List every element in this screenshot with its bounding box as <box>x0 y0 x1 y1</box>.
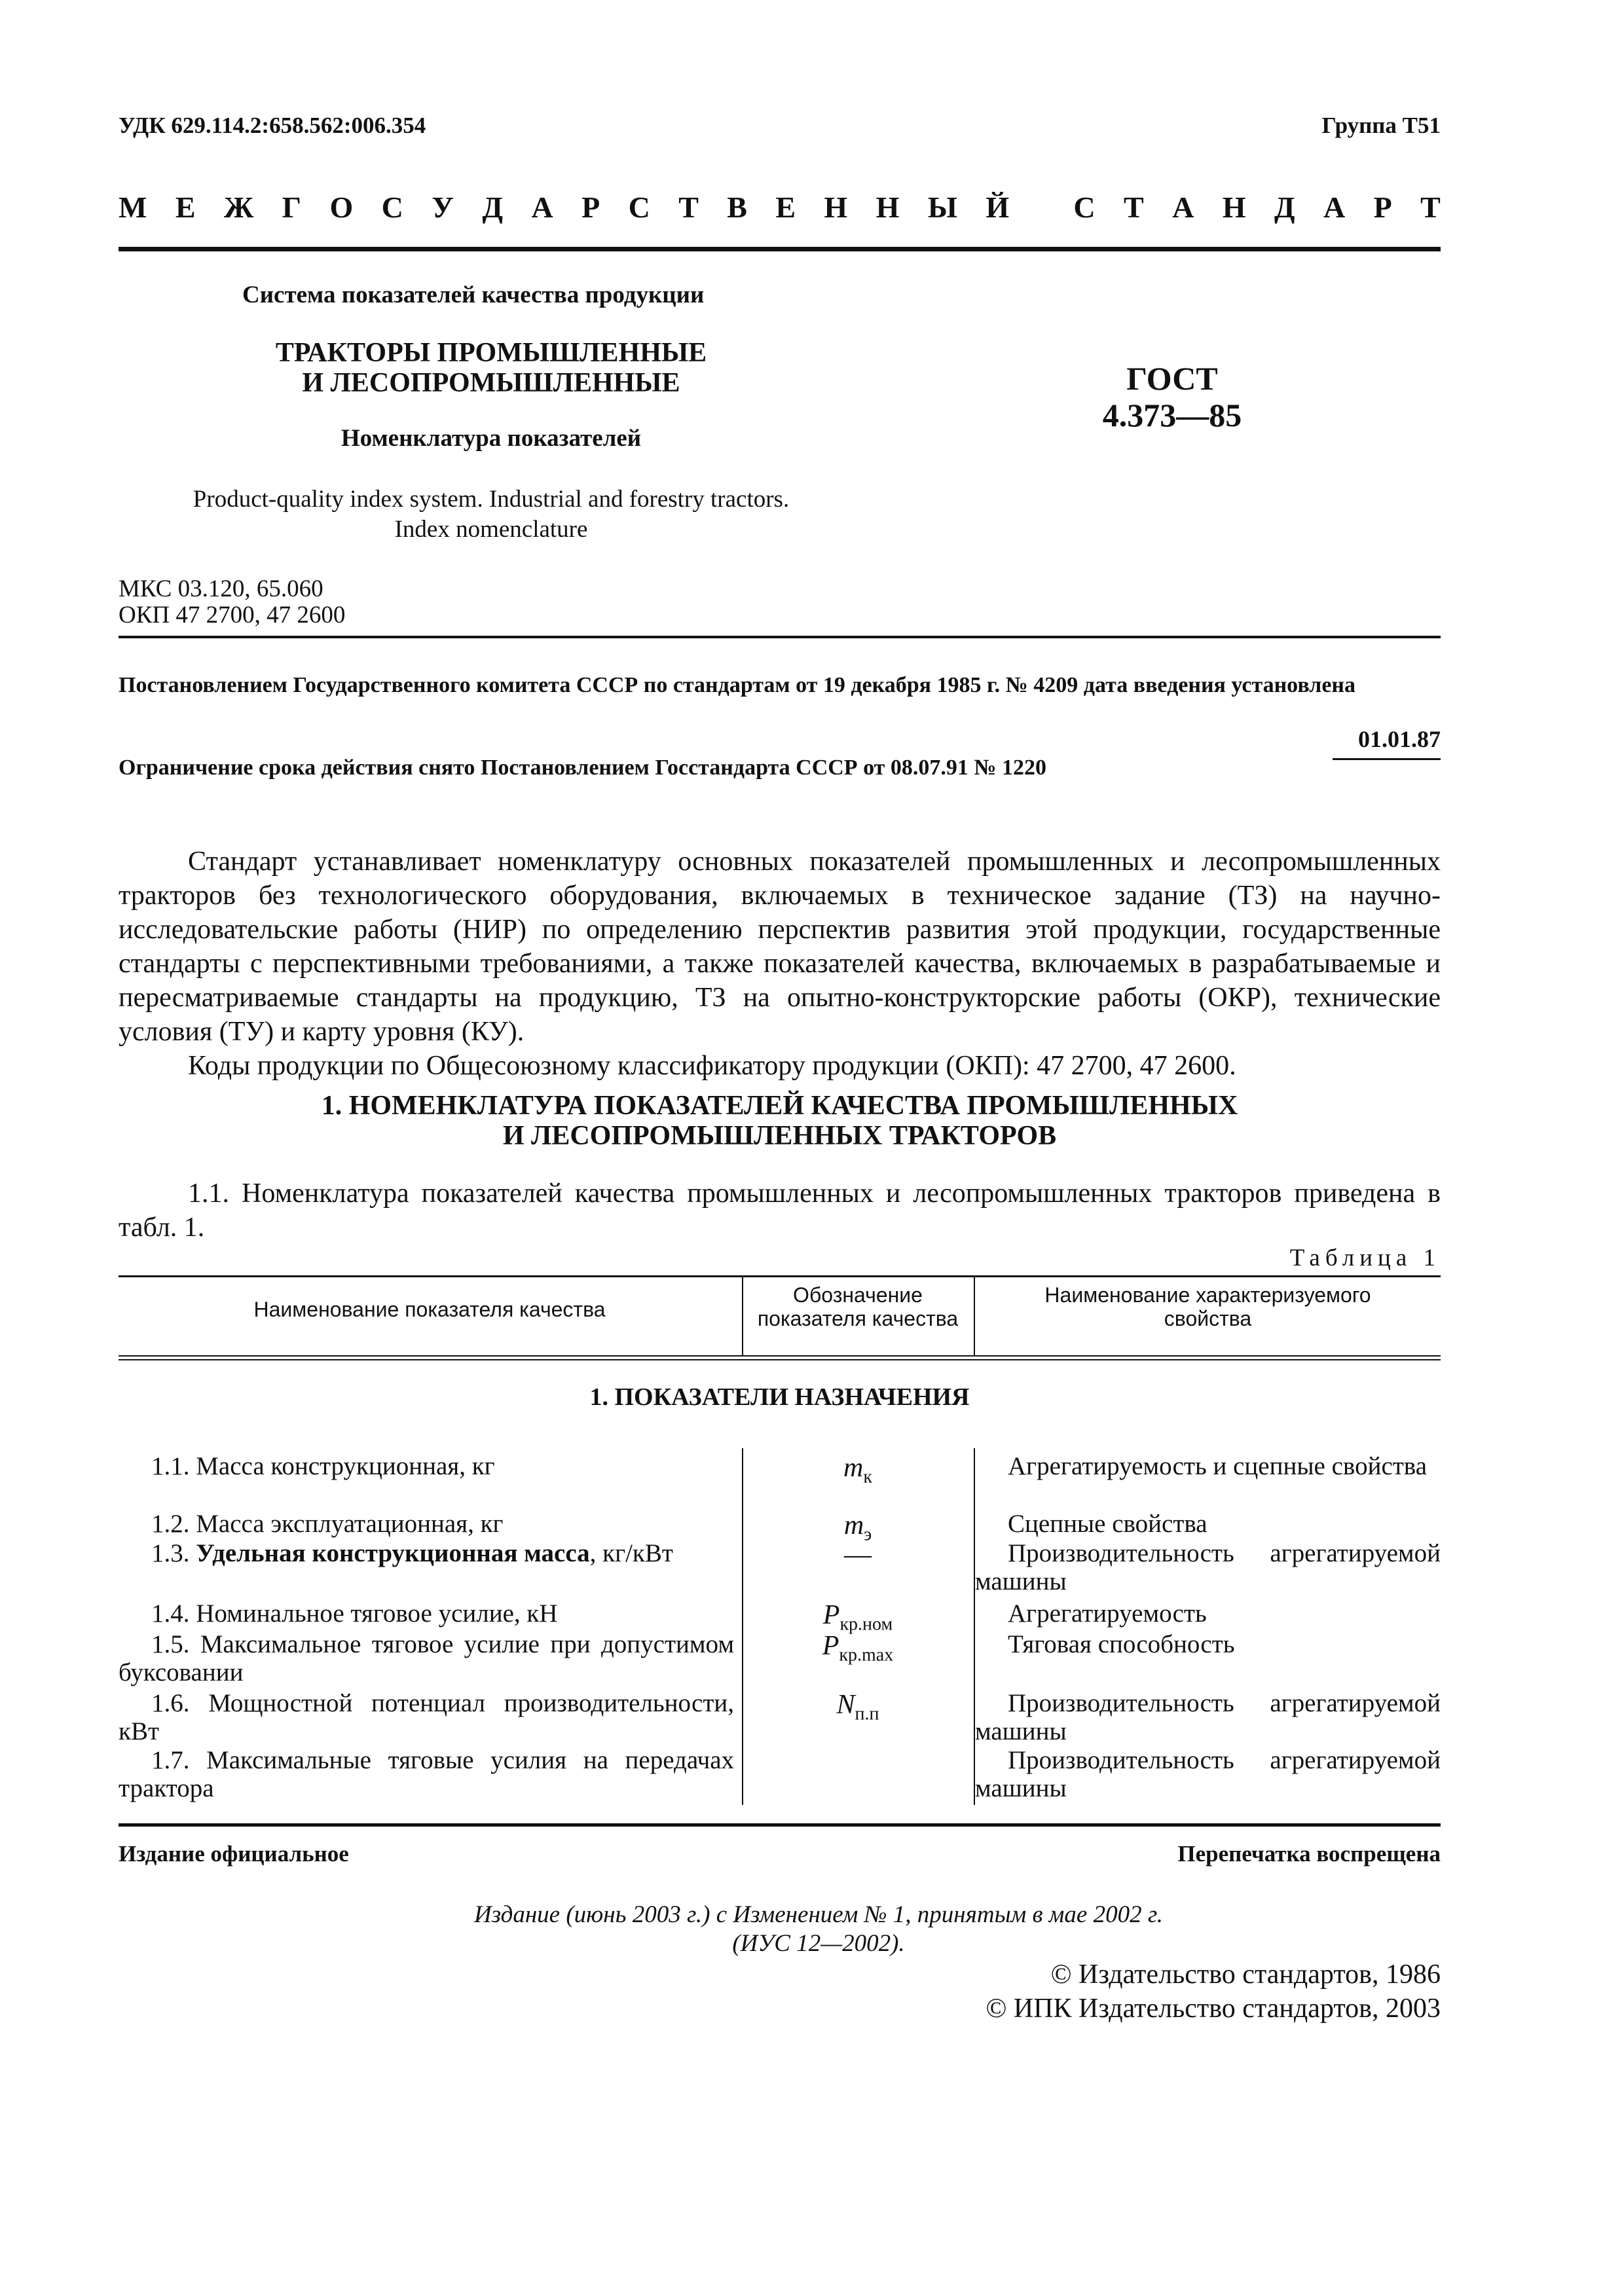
nomenclature-subtitle: Номенклатура показателей <box>341 425 642 452</box>
table-header-rule <box>119 1355 1441 1357</box>
row-property: Производительность агрегатируемой машины <box>975 1689 1441 1745</box>
row-symbol <box>743 1630 972 1666</box>
table-header-property-line2: свойства <box>1164 1307 1252 1330</box>
table-header-property-line1: Наименование характеризуемого <box>1044 1283 1371 1307</box>
heading-letter: Р <box>1373 191 1392 224</box>
english-title <box>164 484 819 545</box>
row-property: Производительность агрегатируемой машины <box>975 1539 1441 1595</box>
product-codes-paragraph: Коды продукции по Общесоюзному классификатору продукции (ОКП): 47 2700, 47 2600. <box>188 1051 1236 1081</box>
row-name-suffix: , кг/кВт <box>589 1539 673 1567</box>
row-symbol-sub: э <box>864 1524 872 1545</box>
table-header-property <box>975 1283 1441 1330</box>
okp-code: ОКП 47 2700, 47 2600 <box>119 602 346 629</box>
row-name-bold: Удельная конструкционная масса <box>196 1539 590 1567</box>
heading-letter: У <box>432 191 454 224</box>
heading-letter: А <box>1172 191 1194 224</box>
mks-code: МКС 03.120, 65.060 <box>119 575 323 602</box>
heading-letter: Е <box>175 191 196 224</box>
date-underline <box>1333 758 1441 760</box>
row-property: Агрегатируемость <box>1008 1599 1207 1628</box>
section-1-heading-line2: И ЛЕСОПРОМЫШЛЕННЫХ ТРАКТОРОВ <box>502 1121 1057 1151</box>
table-row: 1.2. Масса эксплуатационная, кг <box>151 1510 504 1538</box>
udk-code: УДК 629.114.2:658.562:006.354 <box>119 113 426 138</box>
heading-letter: А <box>1323 191 1346 224</box>
english-title-line1: Product-quality index system. Industrial and forestry tractors. <box>193 486 790 513</box>
gost-designation <box>1074 360 1270 433</box>
heading-letter: В <box>727 191 747 224</box>
heading-letter: Г <box>282 191 302 224</box>
section-1-heading-line1: 1. НОМЕНКЛАТУРА ПОКАЗАТЕЛЕЙ КАЧЕСТВА ПРОМЫШЛЕННЫХ <box>321 1091 1238 1121</box>
heading-letter: Й <box>986 191 1010 224</box>
heading-letter: Ы <box>927 191 957 224</box>
row-name-prefix: 1.3. <box>151 1539 196 1567</box>
introduction-date: 01.01.87 <box>1358 726 1441 752</box>
table-header-symbol-line2: показателя качества <box>757 1307 959 1330</box>
table-header-rule-double <box>119 1359 1441 1360</box>
row-symbol <box>743 1689 972 1724</box>
table-top-rule <box>119 1275 1441 1277</box>
gost-label: ГОСТ <box>1126 360 1218 397</box>
row-symbol-main: P <box>822 1631 839 1661</box>
table-row: 1.5. Максимальное тяговое усилие при допустимом буксовании <box>119 1630 734 1686</box>
document-title <box>242 338 740 398</box>
row-symbol: — <box>844 1540 872 1570</box>
document-title-line1: ТРАКТОРЫ ПРОМЫШЛЕННЫЕ <box>275 338 707 368</box>
row-symbol-sub: кр.ном <box>839 1614 893 1635</box>
group-code: Группа Т51 <box>1321 113 1441 138</box>
row-symbol-main: P <box>822 1600 840 1630</box>
heading-letter: Т <box>1420 191 1441 224</box>
intro-paragraph: Стандарт устанавливает номенклатуру основных показателей промышленных и лесопромышленных тракторов без технологического оборудования, включаемых в техническое задание (ТЗ) на научно-исследовательские работы (НИР) по определению перспектив развития этой продукции, государственные стандарты с перспективными требованиями, а также показателей качества, включаемых в разрабатываемые и пересматриваемые стандарты на продукцию, ТЗ на опытно-конструкторские работы (ОКР), технические условия (ТУ) и карту уровня (КУ). <box>119 847 1441 1047</box>
heading-letter: С <box>1073 191 1096 224</box>
table-header-symbol <box>743 1283 972 1330</box>
restriction-note: Ограничение срока действия снято Постановлением Госстандарта СССР от 08.07.91 № 1220 <box>119 756 1046 780</box>
row-property: Агрегатируемость и сцепные свойства <box>1008 1452 1428 1480</box>
edition-note <box>196 1901 1441 1958</box>
header-rule <box>119 247 1441 251</box>
table-label: Таблица 1 <box>1289 1245 1441 1271</box>
row-property: Сцепные свойства <box>1008 1510 1207 1538</box>
heading-letter: А <box>531 191 553 224</box>
official-edition-note: Издание официальное <box>119 1841 349 1867</box>
row-property: Тяговая способность <box>1008 1630 1235 1658</box>
reprint-prohibited-note: Перепечатка воспрещена <box>1177 1841 1441 1867</box>
table-row: 1.4. Номинальное тяговое усилие, кН <box>151 1599 558 1628</box>
section-1-heading <box>119 1091 1441 1151</box>
heading-letter: С <box>628 191 650 224</box>
heading-letter: Н <box>824 191 848 224</box>
heading-letter: Р <box>581 191 600 224</box>
decree-text: Постановлением Государственного комитета СССР по стандартам от 19 декабря 1985 г. № 4209 дата введения установлена <box>119 673 1356 697</box>
table-header-divider-1 <box>742 1277 743 1355</box>
heading-letter: Н <box>1222 191 1246 224</box>
table-header-divider-2 <box>974 1277 975 1355</box>
row-symbol-main: m <box>843 1510 864 1540</box>
heading-letter: Д <box>1274 191 1295 224</box>
row-symbol-sub: п.п <box>855 1704 879 1724</box>
row-symbol-sub: к <box>863 1467 872 1487</box>
heading-letter: С <box>381 191 403 224</box>
footer-rule <box>119 1823 1441 1827</box>
edition-note-line2: (ИУС 12—2002). <box>732 1930 905 1957</box>
copyright-1986: © Издательство стандартов, 1986 <box>1050 1959 1441 1990</box>
gost-number: 4.373—85 <box>1102 397 1242 433</box>
paragraph-1-1: 1.1. Номенклатура показателей качества промышленных и лесопромышленных тракторов приведена в табл. 1. <box>119 1178 1441 1243</box>
document-title-line2: И ЛЕСОПРОМЫШЛЕННЫЕ <box>302 368 680 398</box>
classification-codes <box>119 576 345 629</box>
table-row: 1.7. Максимальные тяговые усилия на передачах трактора <box>119 1746 734 1802</box>
heading-letter: М <box>119 191 147 224</box>
heading-letter: Е <box>775 191 796 224</box>
row-property: Производительность агрегатируемой машины <box>975 1746 1441 1802</box>
titleblock-rule <box>119 636 1441 638</box>
heading-letter: Т <box>1124 191 1144 224</box>
heading-letter: Д <box>482 191 504 224</box>
heading-letter: Н <box>876 191 900 224</box>
heading-letter: Т <box>678 191 699 224</box>
heading-letter: О <box>329 191 354 224</box>
table-row: 1.1. Масса конструкционная, кг <box>151 1452 495 1480</box>
copyright-block <box>986 1958 1441 2026</box>
system-title: Система показателей качества продукции <box>242 282 705 308</box>
table-header-name: Наименование показателя качества <box>253 1298 606 1321</box>
table-row <box>119 1539 734 1567</box>
table-row: 1.6. Мощностной потенциал производительности, кВт <box>119 1689 734 1745</box>
english-title-line2: Index nomenclature <box>394 516 588 543</box>
row-symbol-sub: кр.max <box>839 1645 894 1666</box>
row-symbol <box>743 1452 972 1487</box>
table-group-heading: 1. ПОКАЗАТЕЛИ НАЗНАЧЕНИЯ <box>589 1383 970 1411</box>
edition-note-line1: Издание (июнь 2003 г.) с Изменением № 1, принятым в мае 2002 г. <box>473 1901 1164 1928</box>
table-header-symbol-line1: Обозначение <box>793 1283 923 1307</box>
copyright-2003: © ИПК Издательство стандартов, 2003 <box>986 1994 1441 2024</box>
interstate-standard-heading <box>119 190 1441 225</box>
row-symbol-main: m <box>843 1453 864 1483</box>
heading-gap <box>1038 190 1046 225</box>
heading-letter: Ж <box>223 191 254 224</box>
row-symbol-main: N <box>836 1690 855 1720</box>
